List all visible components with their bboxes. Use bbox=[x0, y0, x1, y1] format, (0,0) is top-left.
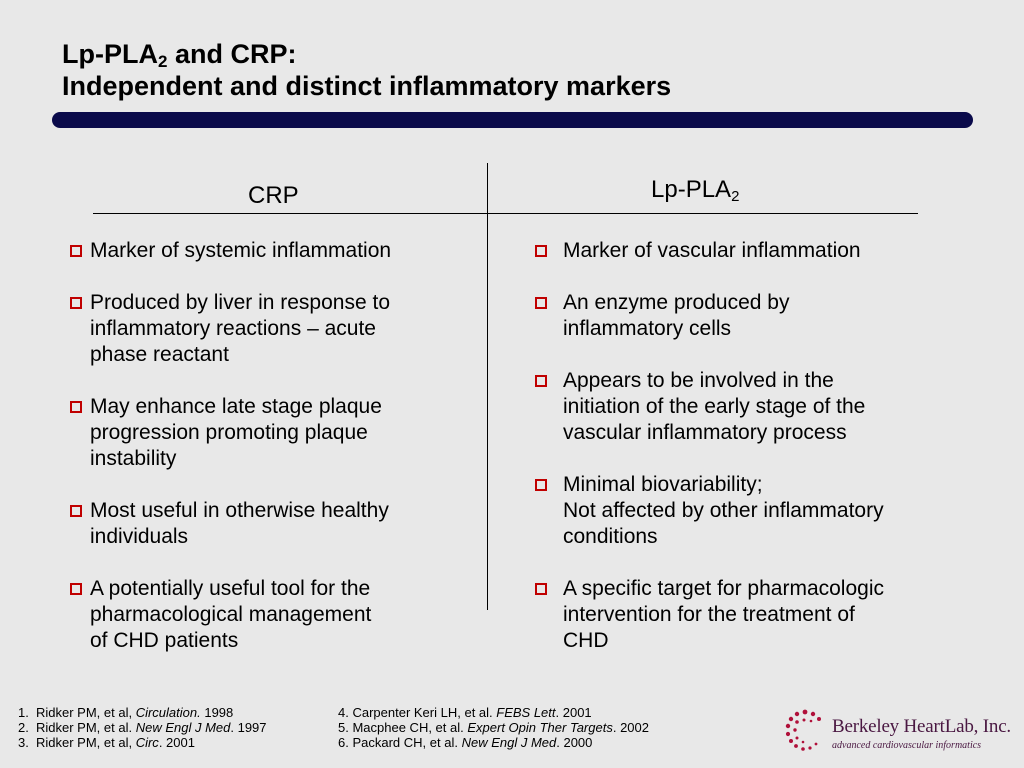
square-bullet-icon bbox=[70, 583, 82, 595]
title-line-2: Independent and distinct inflammatory markers bbox=[62, 71, 672, 101]
list-item: A potentially useful tool for the pharmacological management of CHD patients bbox=[70, 576, 480, 654]
list-item: Marker of systemic inflammation bbox=[70, 238, 480, 264]
references-left bbox=[18, 705, 267, 750]
logo-company-name: Berkeley HeartLab, Inc. bbox=[832, 716, 1011, 737]
list-item: May enhance late stage plaque progression promoting plaque instability bbox=[70, 394, 480, 472]
reference-item: 2. Ridker PM, et al. New Engl J Med. 1997 bbox=[18, 720, 267, 735]
list-item: Marker of vascular inflammation bbox=[535, 238, 975, 264]
list-item: A specific target for pharmacologic intervention for the treatment of CHD bbox=[535, 576, 975, 654]
logo-tagline: advanced cardiovascular informatics bbox=[832, 740, 982, 751]
reference-item: 5. Macphee CH, et al. Expert Opin Ther Targets. 2002 bbox=[338, 720, 649, 735]
list-item: Minimal biovariability; Not affected by other inflammatory conditions bbox=[535, 472, 975, 550]
square-bullet-icon bbox=[535, 245, 547, 257]
column-divider-vertical bbox=[487, 163, 488, 610]
title-line-1: $Lp-PLA_2$ and CRP: bbox=[62, 39, 297, 71]
square-bullet-icon bbox=[70, 505, 82, 517]
square-bullet-icon bbox=[70, 401, 82, 413]
references-right bbox=[338, 705, 649, 750]
reference-item: 4. Carpenter Keri LH, et al. FEBS Lett. 2001 bbox=[338, 705, 592, 720]
list-item: An enzyme produced by inflammatory cells bbox=[535, 290, 975, 342]
title-underline-bar bbox=[52, 112, 973, 128]
slide-title bbox=[62, 38, 671, 102]
berkeley-heartlab-logo bbox=[783, 708, 1011, 756]
reference-item: 6. Packard CH, et al. New Engl J Med. 2000 bbox=[338, 735, 593, 750]
lppla2-bullet-list bbox=[535, 238, 975, 654]
crp-column-heading: CRP bbox=[248, 182, 299, 209]
lppla2-column-heading: $Lp-PLA_2$ bbox=[651, 176, 740, 205]
square-bullet-icon bbox=[535, 297, 547, 309]
list-item: Most useful in otherwise healthy individuals bbox=[70, 498, 480, 550]
square-bullet-icon bbox=[535, 375, 547, 387]
reference-item: 1. Ridker PM, et al, Circulation. 1998 bbox=[18, 705, 234, 720]
heartlab-logo-icon bbox=[783, 708, 827, 752]
square-bullet-icon bbox=[70, 297, 82, 309]
square-bullet-icon bbox=[535, 583, 547, 595]
list-item: Appears to be involved in the initiation of the early stage of the vascular inflammatory process bbox=[535, 368, 975, 446]
reference-item: 3. Ridker PM, et al, Circ. 2001 bbox=[18, 735, 195, 750]
square-bullet-icon bbox=[70, 245, 82, 257]
column-divider-horizontal bbox=[93, 213, 918, 214]
list-item: Produced by liver in response to inflammatory reactions – acute phase reactant bbox=[70, 290, 480, 368]
crp-bullet-list bbox=[70, 238, 480, 654]
square-bullet-icon bbox=[535, 479, 547, 491]
